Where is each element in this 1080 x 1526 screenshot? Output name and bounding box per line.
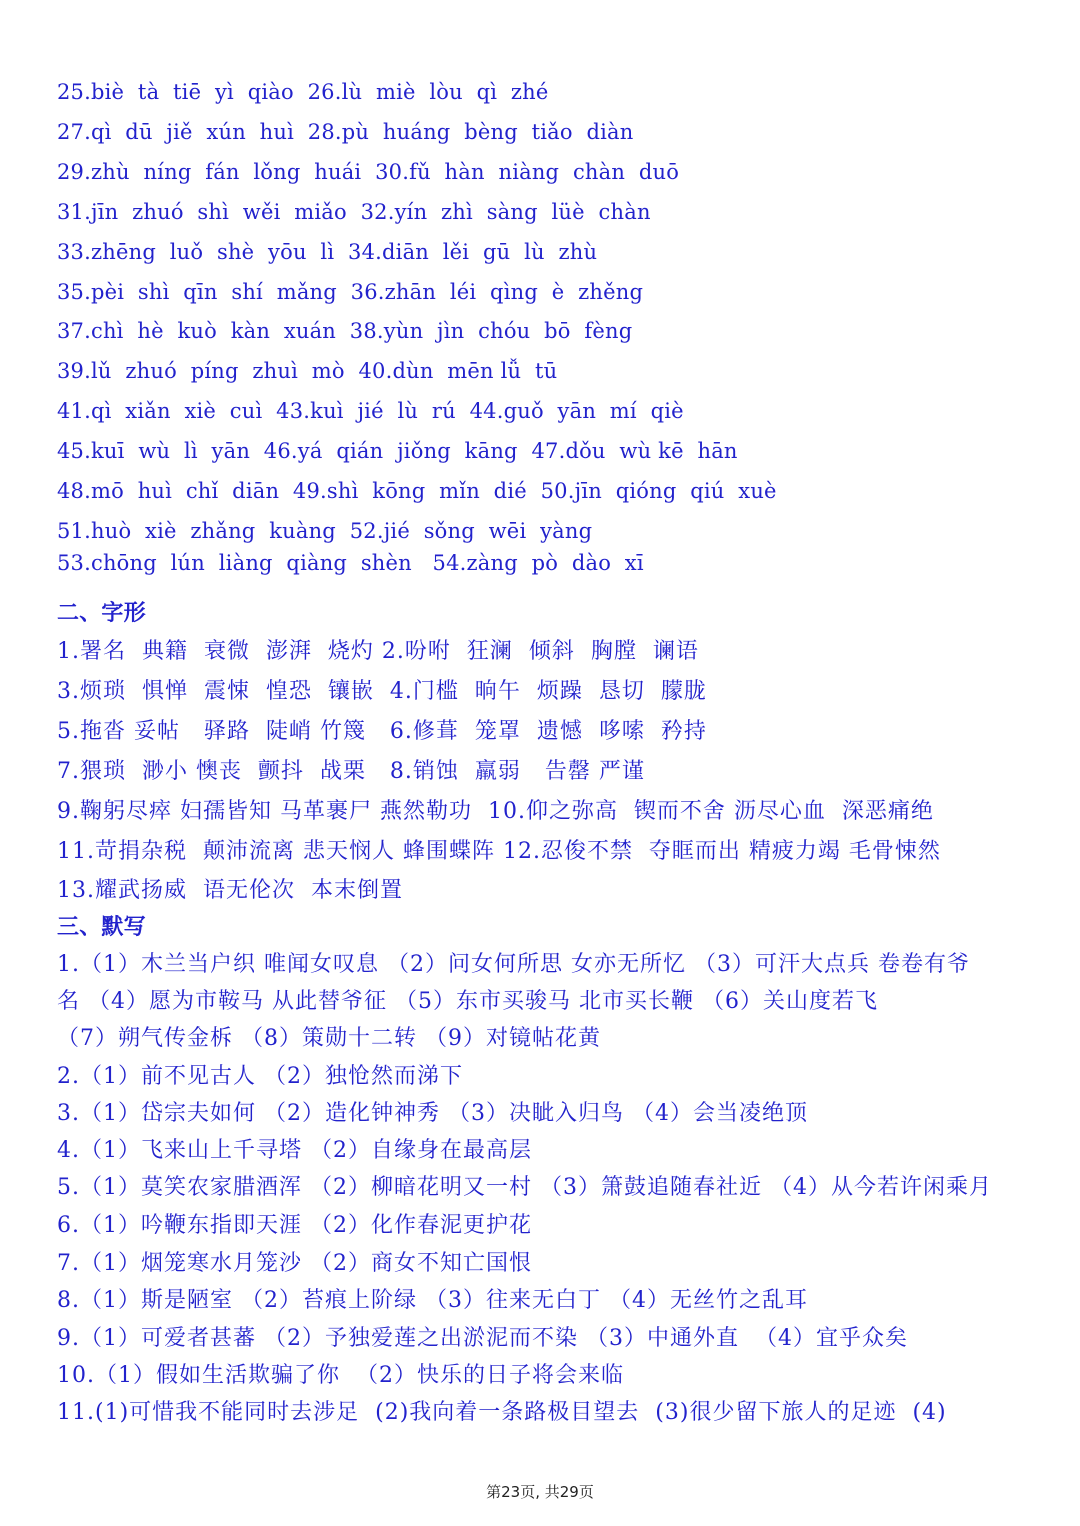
moxie-line: 8.（1）斯是陋室 （2）苔痕上阶绿 （3）往来无白丁 （4）无丝竹之乱耳	[57, 1288, 808, 1313]
section-heading-zixing: 二、字形	[57, 600, 146, 626]
pinyin-line: 33.zhēng luǒ shè yōu lì 34.diān lěi gū lù zhù	[57, 240, 598, 264]
moxie-line: 名 （4）愿为市鞍马 从此替爷征 （5）东市买骏马 北市买长鞭 （6）关山度若飞	[57, 989, 878, 1014]
pinyin-line: 39.lǔ zhuó píng zhuì mò 40.dùn mēn lǚ tū	[57, 359, 558, 383]
pinyin-line: 53.chōng lún liàng qiàng shèn 54.zàng pò dào xī	[57, 551, 644, 575]
pinyin-line: 37.chì hè kuò kàn xuán 38.yùn jìn chóu bō fèng	[57, 319, 633, 343]
zixing-line: 9.鞠躬尽瘁 妇孺皆知 马革裹尸 燕然勒功 10.仰之弥高 锲而不舍 沥尽心血 深恶痛绝	[57, 799, 934, 824]
pinyin-line: 35.pèi shì qīn shí mǎng 36.zhān léi qìng è zhěng	[57, 280, 644, 304]
pinyin-line: 48.mō huì chǐ diān 49.shì kōng mǐn dié 50.jīn qióng qiú xuè	[57, 479, 777, 503]
zixing-line: 7.猥琐 渺小 懊丧 颤抖 战栗 8.销蚀 羸弱 告罄 严谨	[57, 759, 645, 784]
pinyin-line: 31.jīn zhuó shì wěi miǎo 32.yín zhì sàng lüè chàn	[57, 200, 651, 224]
moxie-line: 6.（1）吟鞭东指即天涯 （2）化作春泥更护花	[57, 1213, 532, 1238]
page-number: 第23页, 共29页	[486, 1483, 594, 1501]
moxie-line: 9.（1）可爱者甚蕃 （2）予独爱莲之出淤泥而不染 （3）中通外直 （4）宜乎众矣	[57, 1326, 908, 1351]
pinyin-line: 41.qì xiǎn xiè cuì 43.kuì jié lù rú 44.guǒ yān mí qiè	[57, 399, 684, 423]
moxie-line: （7）朔气传金柝 （8）策勋十二转 （9）对镜帖花黄	[57, 1026, 601, 1051]
section-heading-moxie: 三、默写	[57, 914, 146, 940]
moxie-line: 10.（1）假如生活欺骗了你 （2）快乐的日子将会来临	[57, 1363, 624, 1388]
moxie-line: 11.(1)可惜我不能同时去涉足 (2)我向着一条路极目望去 (3)很少留下旅人的足迹 (4)	[57, 1400, 947, 1425]
moxie-line: 7.（1）烟笼寒水月笼沙 （2）商女不知亡国恨	[57, 1251, 532, 1276]
pinyin-line: 25.biè tà tiē yì qiào 26.lù miè lòu qì zhé	[57, 80, 549, 104]
zixing-line: 3.烦琐 惧惮 震悚 惶恐 镶嵌 4.门槛 晌午 烦躁 恳切 朦胧	[57, 679, 707, 704]
zixing-line: 5.拖沓 妥帖 驿路 陡峭 竹篾 6.修葺 笼罩 遗憾 哆嗦 矜持	[57, 719, 707, 744]
moxie-line: 3.（1）岱宗夫如何 （2）造化钟神秀 （3）决眦入归鸟 （4）会当凌绝顶	[57, 1101, 808, 1126]
pinyin-line: 27.qì dū jiě xún huì 28.pù huáng bèng tiǎo diàn	[57, 120, 634, 144]
pinyin-line: 29.zhù níng fán lǒng huái 30.fǔ hàn niàng chàn duō	[57, 160, 680, 184]
pinyin-line: 51.huò xiè zhǎng kuàng 52.jié sǒng wēi yàng	[57, 519, 593, 543]
pinyin-line: 45.kuī wù lì yān 46.yá qián jiǒng kāng 47.dǒu wù kē hān	[57, 439, 738, 463]
moxie-line: 1.（1）木兰当户织 唯闻女叹息 （2）问女何所思 女亦无所忆 （3）可汗大点兵 卷卷有爷	[57, 952, 970, 977]
moxie-line: 4.（1）飞来山上千寻塔 （2）自缘身在最高层	[57, 1138, 532, 1163]
zixing-line: 1.署名 典籍 衰微 澎湃 烧灼 2.吩咐 狂澜 倾斜 胸膛 谰语	[57, 639, 699, 664]
zixing-line: 11.苛捐杂税 颠沛流离 悲天悯人 蜂围蝶阵 12.忍俊不禁 夺眶而出 精疲力竭 毛骨悚然	[57, 839, 941, 864]
moxie-line: 5.（1）莫笑农家腊酒浑 （2）柳暗花明又一村 （3）箫鼓追随春社近 （4）从今若许闲乘月	[57, 1175, 992, 1200]
zixing-line: 13.耀武扬威 语无伦次 本末倒置	[57, 878, 403, 903]
moxie-line: 2.（1）前不见古人 （2）独怆然而涕下	[57, 1064, 463, 1089]
